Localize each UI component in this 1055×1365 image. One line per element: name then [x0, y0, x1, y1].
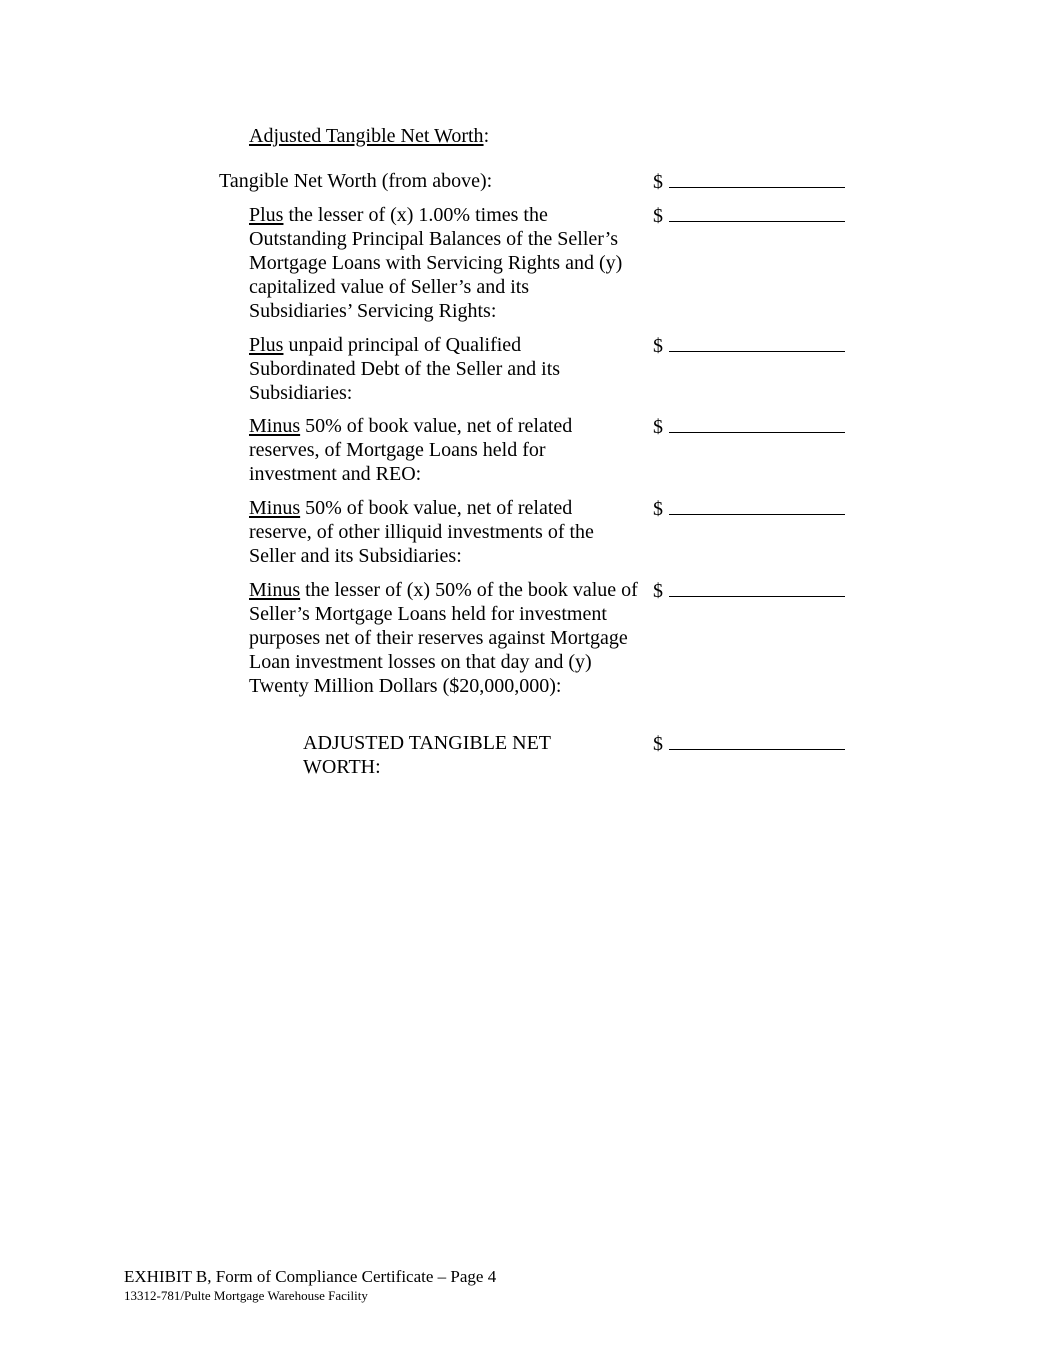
amount-blank-line[interactable]	[669, 578, 845, 597]
amount-blank-line[interactable]	[669, 731, 845, 750]
footer-reference: 13312-781/Pulte Mortgage Warehouse Facility	[124, 1288, 368, 1303]
line-item-text: ADJUSTED TANGIBLE NET WORTH:	[303, 732, 551, 778]
line-item-label	[219, 169, 639, 193]
line-item-label	[303, 731, 603, 779]
currency-symbol: $	[653, 171, 663, 193]
line-item-text: 50% of book value, net of related reserve, of other illiquid investments of the Seller and its Subsidiaries:	[249, 497, 594, 567]
currency-symbol: $	[653, 498, 663, 520]
line-item-label	[249, 578, 639, 698]
amount-field[interactable]	[653, 731, 845, 756]
amount-field[interactable]	[653, 203, 845, 228]
line-item-text: Tangible Net Worth (from above):	[219, 170, 493, 192]
currency-symbol: $	[653, 335, 663, 357]
line-item-label	[249, 333, 589, 405]
amount-field[interactable]	[653, 496, 845, 521]
line-item-label	[249, 414, 599, 486]
line-item-lead: Minus	[249, 415, 301, 437]
amount-blank-line[interactable]	[669, 414, 845, 433]
line-item-lead: Minus	[249, 579, 301, 601]
section-title	[249, 124, 489, 148]
currency-symbol: $	[653, 205, 663, 227]
amount-field[interactable]	[653, 414, 845, 439]
line-item-text: the lesser of (x) 1.00% times the Outstanding Principal Balances of the Seller’s Mortgage Loans with Servicing Rights and (y) capitalized value of Seller’s and its Subsidiaries’ Servicing Rights:	[249, 204, 623, 322]
line-item-text: the lesser of (x) 50% of the book value of Seller’s Mortgage Loans held for investment purposes net of their reserves against Mortgage Loan investment losses on that day and (y) Twenty Million Dollars ($20,000,000):	[249, 579, 638, 697]
section-title-colon: :	[483, 125, 490, 147]
line-item-lead: Minus	[249, 497, 301, 519]
line-item-text: 50% of book value, net of related reserves, of Mortgage Loans held for investment and REO:	[249, 415, 573, 485]
currency-symbol: $	[653, 416, 663, 438]
line-item-text: unpaid principal of Qualified Subordinated Debt of the Seller and its Subsidiaries:	[249, 334, 561, 404]
currency-symbol: $	[653, 580, 663, 602]
amount-field[interactable]	[653, 333, 845, 358]
line-item-label	[249, 203, 637, 323]
amount-field[interactable]	[653, 169, 845, 194]
amount-blank-line[interactable]	[669, 203, 845, 222]
currency-symbol: $	[653, 733, 663, 755]
amount-blank-line[interactable]	[669, 333, 845, 352]
line-item-lead: Plus	[249, 204, 284, 226]
amount-field[interactable]	[653, 578, 845, 603]
line-item-label	[249, 496, 619, 568]
line-item-lead: Plus	[249, 334, 284, 356]
amount-blank-line[interactable]	[669, 496, 845, 515]
footer-title: EXHIBIT B, Form of Compliance Certificate – Page 4	[124, 1267, 497, 1286]
amount-blank-line[interactable]	[669, 169, 845, 188]
section-title-text: Adjusted Tangible Net Worth	[249, 125, 484, 147]
